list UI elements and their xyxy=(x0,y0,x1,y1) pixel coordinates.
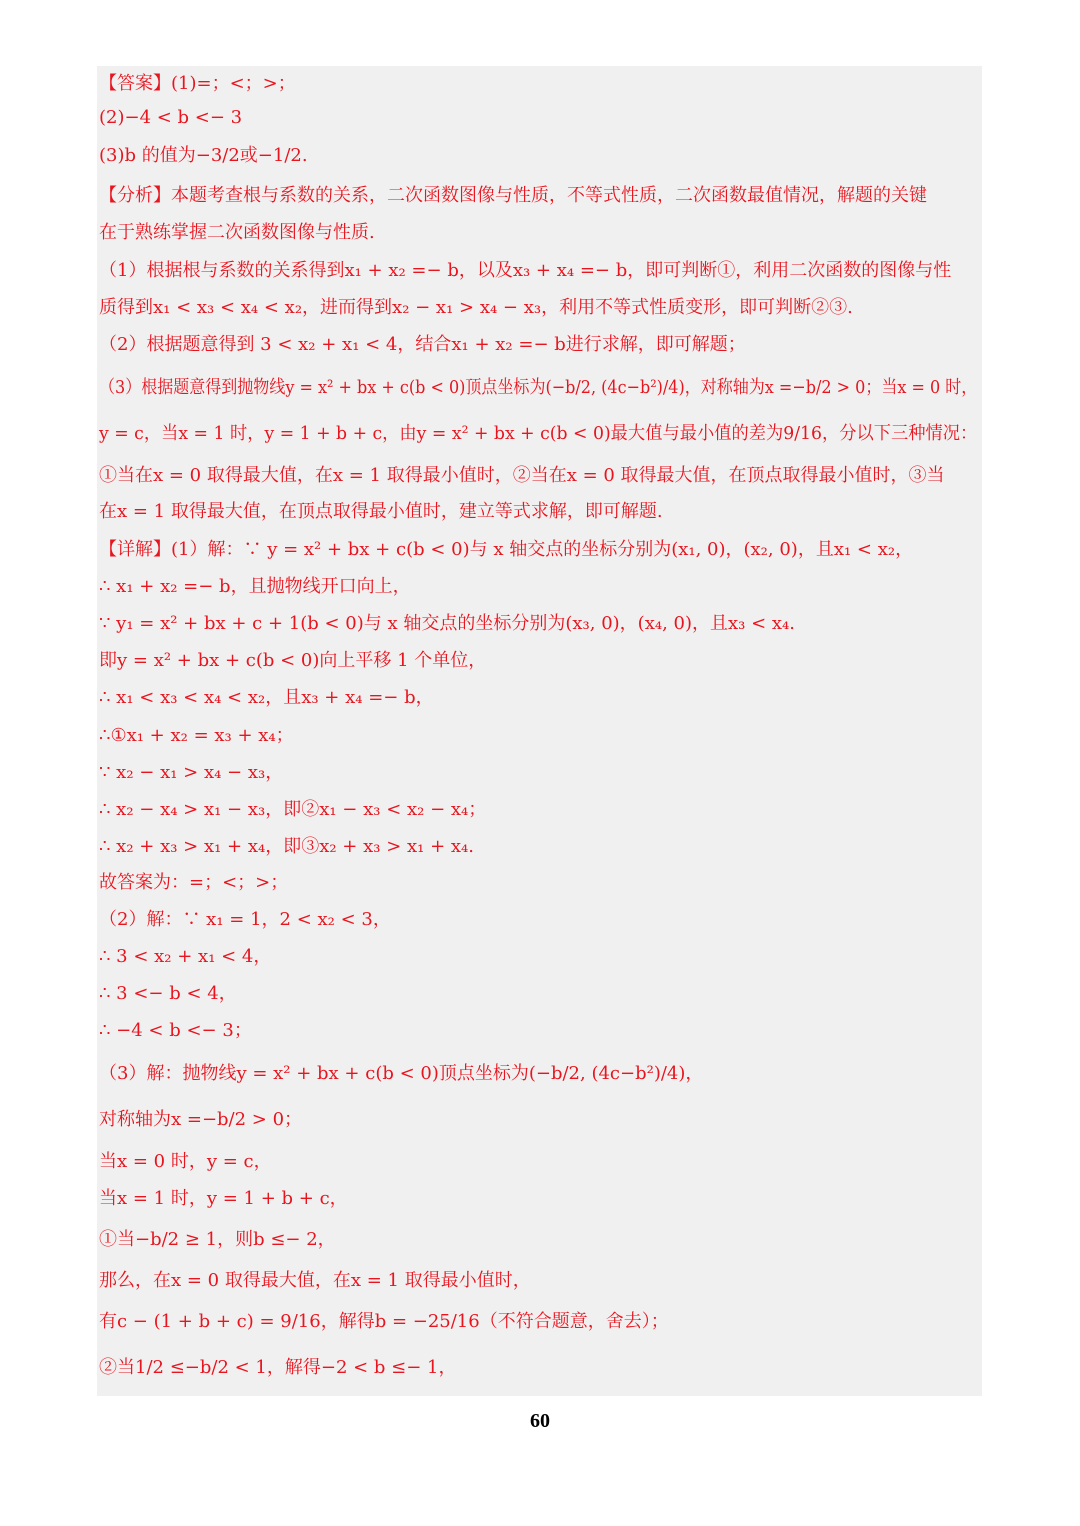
text-line: 那么，在x = 0 取得最大值，在x = 1 取得最小值时， xyxy=(99,1270,531,1291)
text-line: ∵ x₂ − x₁ > x₄ − x₃， xyxy=(99,762,284,783)
text-line: ∴ x₁ + x₂ =− b，且抛物线开口向上， xyxy=(99,576,411,597)
text-line: ∴ x₂ − x₄ > x₁ − x₃，即②x₁ − x₃ < x₂ − x₄； xyxy=(99,799,487,820)
text-line: 当x = 0 时，y = c， xyxy=(99,1151,272,1172)
text-line: ∴ 3 < x₂ + x₁ < 4， xyxy=(99,946,272,967)
text-line: （2）根据题意得到 3 < x₂ + x₁ < 4，结合x₁ + x₂ =− b进行求解，即可解题； xyxy=(99,334,746,355)
text-line: 在于熟练掌握二次函数图像与性质. xyxy=(99,222,375,243)
text-line: （2）解：∵ x₁ = 1，2 < x₂ < 3， xyxy=(99,909,391,930)
text-line: （3）根据题意得到抛物线y = x² + bx + c(b < 0)顶点坐标为(−b/2, (4c−b²)/4)，对称轴为x =−b/2 > 0；当x = 0 时， xyxy=(99,377,978,398)
text-line: y = c，当x = 1 时，y = 1 + b + c，由y = x² + bx + c(b < 0)最大值与最小值的差为9/16，分以下三种情况： xyxy=(99,423,978,444)
text-line: ∴ x₁ < x₃ < x₄ < x₂，且x₃ + x₄ =− b， xyxy=(99,687,434,708)
analysis-line: 【分析】本题考查根与系数的关系，二次函数图像与性质，不等式性质，二次函数最值情况，解题的关键 xyxy=(99,185,927,206)
detail-line: 【详解】(1）解：∵ y = x² + bx + c(b < 0)与 x 轴交点的坐标分别为(x₁, 0)，(x₂, 0)，且x₁ < x₂， xyxy=(99,539,914,560)
text-line: （1）根据根与系数的关系得到x₁ + x₂ =− b，以及x₃ + x₄ =− b，即可判断①，利用二次函数的图像与性 xyxy=(99,260,952,281)
text-line: 对称轴为x =−b/2 > 0； xyxy=(99,1109,303,1130)
text-line: ①当−b/2 ≥ 1，则b ≤− 2， xyxy=(99,1229,336,1250)
solution-panel xyxy=(97,66,982,1396)
text-line: (3)b 的值为−3/2或−1/2. xyxy=(99,145,308,166)
text-line: ∴ x₂ + x₃ > x₁ + x₄，即③x₂ + x₃ > x₁ + x₄. xyxy=(99,836,474,857)
text-line: ∴①x₁ + x₂ = x₃ + x₄； xyxy=(99,725,294,746)
text-line: 即y = x² + bx + c(b < 0)向上平移 1 个单位， xyxy=(99,650,487,671)
page-number: 60 xyxy=(530,1410,550,1432)
text-line: 当x = 1 时，y = 1 + b + c， xyxy=(99,1188,348,1209)
text-line: 有c − (1 + b + c) = 9/16，解得b = −25/16（不符合题意，舍去）； xyxy=(99,1311,669,1332)
text-line: 质得到x₁ < x₃ < x₄ < x₂，进而得到x₂ − x₁ > x₄ − x₃，利用不等式性质变形，即可判断②③. xyxy=(99,297,853,318)
text-line: ∴ −4 < b <− 3； xyxy=(99,1020,252,1041)
text-line: (2)−4 < b <− 3 xyxy=(99,107,243,128)
text-line: 故答案为：=；<；>； xyxy=(99,872,289,893)
text-line: ①当在x = 0 取得最大值，在x = 1 取得最小值时，②当在x = 0 取得最大值，在顶点取得最小值时，③当 xyxy=(99,465,945,486)
text-line: （3）解：抛物线y = x² + bx + c(b < 0)顶点坐标为(−b/2, (4c−b²)/4)， xyxy=(99,1063,704,1084)
text-line: 在x = 1 取得最大值，在顶点取得最小值时，建立等式求解，即可解题. xyxy=(99,501,663,522)
text-line: ∵ y₁ = x² + bx + c + 1(b < 0)与 x 轴交点的坐标分别为(x₃, 0)，(x₄, 0)，且x₃ < x₄. xyxy=(99,613,795,634)
answer-line: 【答案】(1)=；<；>； xyxy=(99,73,296,94)
text-line: ②当1/2 ≤−b/2 < 1，解得−2 < b ≤− 1， xyxy=(99,1357,457,1378)
text-line: ∴ 3 <− b < 4， xyxy=(99,983,237,1004)
